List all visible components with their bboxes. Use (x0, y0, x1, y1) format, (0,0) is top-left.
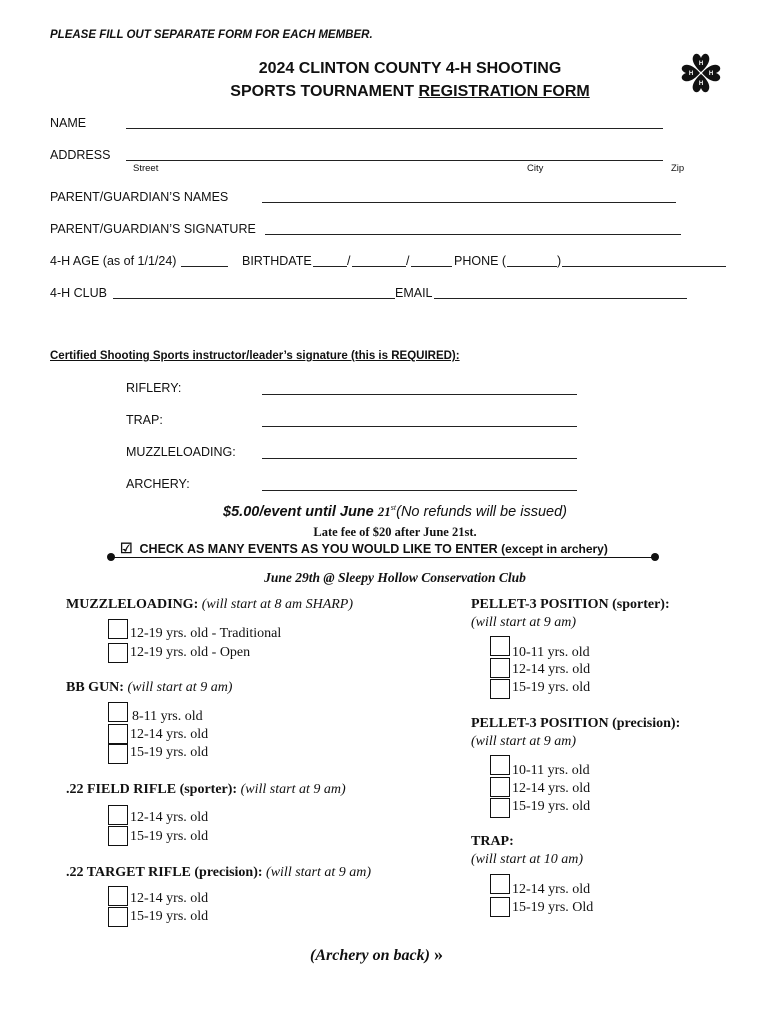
field-12-14-option: 12-14 yrs. old (130, 810, 209, 825)
trap-event-time: (will start at 10 am) (471, 852, 584, 867)
muzzleloading-label: MUZZLELOADING: (126, 445, 236, 459)
field-rifle-title: .22 FIELD RIFLE (sporter): (will start at 9 am) (66, 782, 346, 797)
checkbox-pellet-precision-15-19[interactable] (490, 798, 510, 818)
target-12-14-option: 12-14 yrs. old (130, 891, 209, 906)
fee-text: $5.00/event until June 21st(No refunds will be issued) (223, 503, 567, 520)
bbgun-12-14-option: 12-14 yrs. old (130, 727, 209, 742)
name-label: NAME (50, 116, 87, 130)
checkbox-target-12-14[interactable] (108, 886, 128, 906)
paren-close: ) (557, 254, 562, 268)
checkbox-bbgun-8-11[interactable] (108, 702, 128, 722)
street-caption: Street (133, 163, 159, 174)
late-fee-text: Late fee of $20 after June 21st. (313, 525, 477, 539)
form-title-line1: 2024 CLINTON COUNTY 4-H SHOOTING (258, 60, 562, 77)
age-input-line[interactable] (181, 266, 228, 267)
divider-dot-left (107, 553, 115, 561)
trap-signature-line[interactable] (262, 426, 577, 427)
zip-caption: Zip (671, 163, 685, 174)
check-events-instruction: ☑ CHECK AS MANY EVENTS AS YOU WOULD LIKE TO ENTER (except in archery) (120, 540, 608, 556)
event-date: June 29th @ Sleepy Hollow Conservation Club (264, 570, 526, 585)
pellet-precision-time: (will start at 9 am) (471, 734, 577, 749)
address-label: ADDRESS (50, 148, 111, 162)
birth-day-line[interactable] (352, 266, 406, 267)
birth-year-line[interactable] (411, 266, 452, 267)
muzzle-title: MUZZLELOADING: (will start at 8 am SHARP) (66, 597, 354, 612)
archery-on-back-note: (Archery on back) » (310, 944, 443, 964)
checkbox-trap-12-14[interactable] (490, 874, 510, 894)
checkbox-muzzle-open[interactable] (108, 643, 128, 663)
checkbox-target-15-19[interactable] (108, 907, 128, 927)
phone-area-line[interactable] (507, 266, 557, 267)
pellet-precision-15-19-option: 15-19 yrs. old (512, 799, 591, 814)
muzzle-open-option: 12-19 yrs. old - Open (130, 645, 251, 660)
svg-text:H: H (708, 71, 714, 77)
riflery-label: RIFLERY: (126, 381, 182, 395)
checkbox-pellet-sporter-10-11[interactable] (490, 636, 510, 656)
checkbox-pellet-precision-12-14[interactable] (490, 777, 510, 797)
bbgun-title: BB GUN: (will start at 9 am) (66, 680, 233, 695)
parent-names-input-line[interactable] (262, 202, 676, 203)
trap-15-19-option: 15-19 yrs. Old (512, 900, 594, 915)
pellet-sporter-12-14-option: 12-14 yrs. old (512, 662, 591, 677)
instructor-heading: Certified Shooting Sports instructor/leader’s signature (this is REQUIRED): (50, 350, 460, 362)
form-title-line2: SPORTS TOURNAMENT REGISTRATION FORM (230, 83, 590, 100)
club-label: 4-H CLUB (50, 286, 107, 300)
parent-names-label: PARENT/GUARDIAN’S NAMES (50, 190, 229, 204)
checkbox-checked-icon: ☑ (120, 540, 133, 556)
archery-label: ARCHERY: (126, 477, 190, 491)
trap-event-title: TRAP: (471, 834, 514, 849)
trap-label: TRAP: (126, 413, 163, 427)
field-15-19-option: 15-19 yrs. old (130, 829, 209, 844)
4h-clover-icon (678, 50, 724, 96)
birthdate-label: BIRTHDATE (242, 254, 312, 268)
parent-signature-label: PARENT/GUARDIAN’S SIGNATURE (50, 222, 256, 236)
date-slash: / (406, 254, 410, 268)
pellet-precision-12-14-option: 12-14 yrs. old (512, 781, 591, 796)
bbgun-15-19-option: 15-19 yrs. old (130, 745, 209, 760)
phone-label: PHONE ( (454, 254, 507, 268)
pellet-precision-title: PELLET-3 POSITION (precision): (471, 716, 681, 731)
muzzle-traditional-option: 12-19 yrs. old - Traditional (130, 626, 282, 641)
email-input-line[interactable] (434, 298, 687, 299)
pellet-precision-10-11-option: 10-11 yrs. old (512, 763, 590, 778)
pellet-sporter-10-11-option: 10-11 yrs. old (512, 645, 590, 660)
svg-text:H: H (698, 61, 704, 67)
email-label: EMAIL (395, 286, 433, 300)
target-15-19-option: 15-19 yrs. old (130, 909, 209, 924)
svg-text:H: H (698, 81, 704, 87)
pellet-sporter-time: (will start at 9 am) (471, 615, 577, 630)
city-caption: City (527, 163, 544, 174)
parent-signature-input-line[interactable] (265, 234, 681, 235)
checkbox-muzzle-traditional[interactable] (108, 619, 128, 639)
name-input-line[interactable] (126, 128, 663, 129)
pellet-sporter-15-19-option: 15-19 yrs. old (512, 680, 591, 695)
muzzleloading-signature-line[interactable] (262, 458, 577, 459)
phone-number-line[interactable] (562, 266, 726, 267)
divider-line (110, 557, 656, 558)
checkbox-pellet-sporter-12-14[interactable] (490, 658, 510, 678)
checkbox-bbgun-15-19[interactable] (108, 744, 128, 764)
divider-dot-right (651, 553, 659, 561)
target-rifle-title: .22 TARGET RIFLE (precision): (will start at 9 am) (66, 865, 372, 880)
club-input-line[interactable] (113, 298, 395, 299)
double-arrow-icon: » (433, 944, 443, 964)
svg-text:H: H (688, 71, 694, 77)
birth-month-line[interactable] (313, 266, 347, 267)
age-label: 4-H AGE (as of 1/1/24) (50, 254, 177, 268)
checkbox-field-15-19[interactable] (108, 826, 128, 846)
checkbox-bbgun-12-14[interactable] (108, 724, 128, 744)
checkbox-pellet-sporter-15-19[interactable] (490, 679, 510, 699)
address-input-line[interactable] (126, 160, 663, 161)
archery-signature-line[interactable] (262, 490, 577, 491)
instruction-note: PLEASE FILL OUT SEPARATE FORM FOR EACH MEMBER. (50, 29, 373, 41)
pellet-sporter-title: PELLET-3 POSITION (sporter): (471, 597, 670, 612)
checkbox-pellet-precision-10-11[interactable] (490, 755, 510, 775)
riflery-signature-line[interactable] (262, 394, 577, 395)
trap-12-14-option: 12-14 yrs. old (512, 882, 591, 897)
date-slash: / (347, 254, 351, 268)
checkbox-field-12-14[interactable] (108, 805, 128, 825)
bbgun-8-11-option: 8-11 yrs. old (132, 709, 203, 724)
checkbox-trap-15-19[interactable] (490, 897, 510, 917)
